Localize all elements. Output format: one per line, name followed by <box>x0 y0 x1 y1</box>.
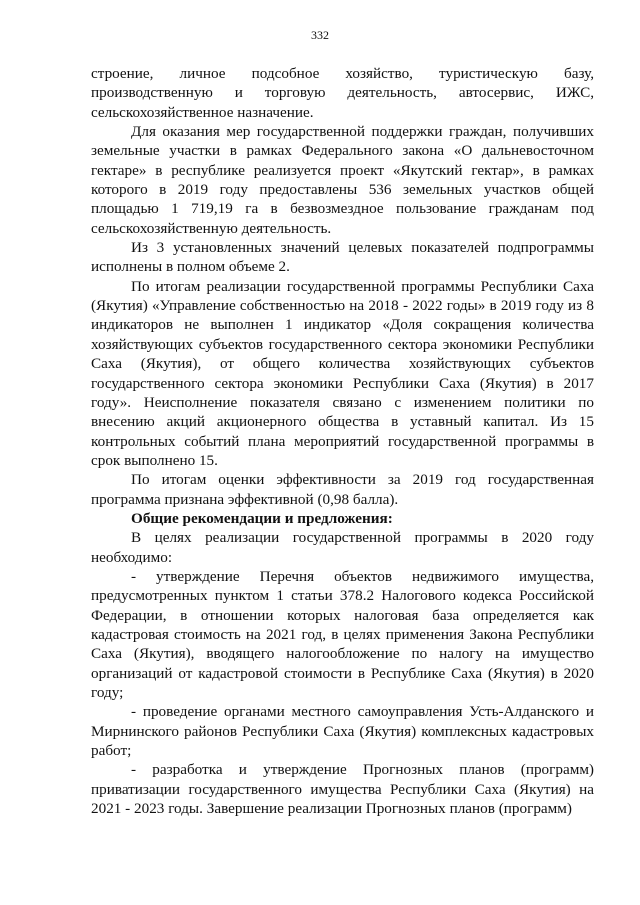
paragraph: По итогам реализации государственной программы Республики Саха (Якутия) «Управление собственностью на 2018 - 2022 годы» в 2019 году из 8 индикаторов не выполнен 1 индикатор «Доля сокращения количества хозяйствующих субъектов государственного сектора экономики Республики Саха (Якутия), от общего количества хозяйствующих субъектов государственного сектора экономики Республики Саха (Якутия) в 2017 году». Неисполнение показателя связано с изменением политики по внесению акций акционерного общества в уставный капитал. Из 15 контрольных событий плана мероприятий государственной программы в срок выполнено 15. <box>91 277 594 469</box>
paragraph: - утверждение Перечня объектов недвижимого имущества, предусмотренных пунктом 1 статьи 378.2 Налогового кодекса Российской Федерации, в отношении которых налоговая база определяется как кадастровая стоимость на 2021 год, в целях применения Закона Республики Саха (Якутия), вводящего налогообложение по налогу на имущество организаций от кадастровой стоимости в Республике Саха (Якутия) в 2020 году; <box>91 567 594 701</box>
paragraph: - проведение органами местного самоуправления Усть-Алданского и Мирнинского районов Республики Саха (Якутия) комплексных кадастровых работ; <box>91 703 594 760</box>
paragraph: Из 3 установленных значений целевых показателей подпрограммы исполнены в полном объеме 2. <box>91 239 594 276</box>
paragraph: - разработка и утверждение Прогнозных планов (программ) приватизации государственного имущества Республики Саха (Якутия) на 2021 - 2023 годы. Завершение реализации Прогнозных планов (программ) <box>91 761 594 818</box>
paragraph: строение, личное подсобное хозяйство, туристическую базу, производственную и торговую деятельность, автосервис, ИЖС, сельскохозяйственное назначение. <box>91 65 594 121</box>
document-body <box>91 64 594 818</box>
paragraph: В целях реализации государственной программы в 2020 году необходимо: <box>91 529 594 566</box>
page-number: 332 <box>311 28 329 42</box>
paragraph: Для оказания мер государственной поддержки граждан, получивших земельные участки в рамках Федерального закона «О дальневосточном гектаре» в республике реализуется проект «Якутский гектар», в рамках которого в 2019 году предоставлены 536 земельных участков общей площадью 1 719,19 га в безвозмездное пользование гражданам под сельскохозяйственную деятельность. <box>91 123 594 237</box>
paragraph: По итогам оценки эффективности за 2019 год государственная программа признана эффективной (0,98 балла). <box>91 471 594 508</box>
section-heading: Общие рекомендации и предложения: <box>131 509 393 527</box>
